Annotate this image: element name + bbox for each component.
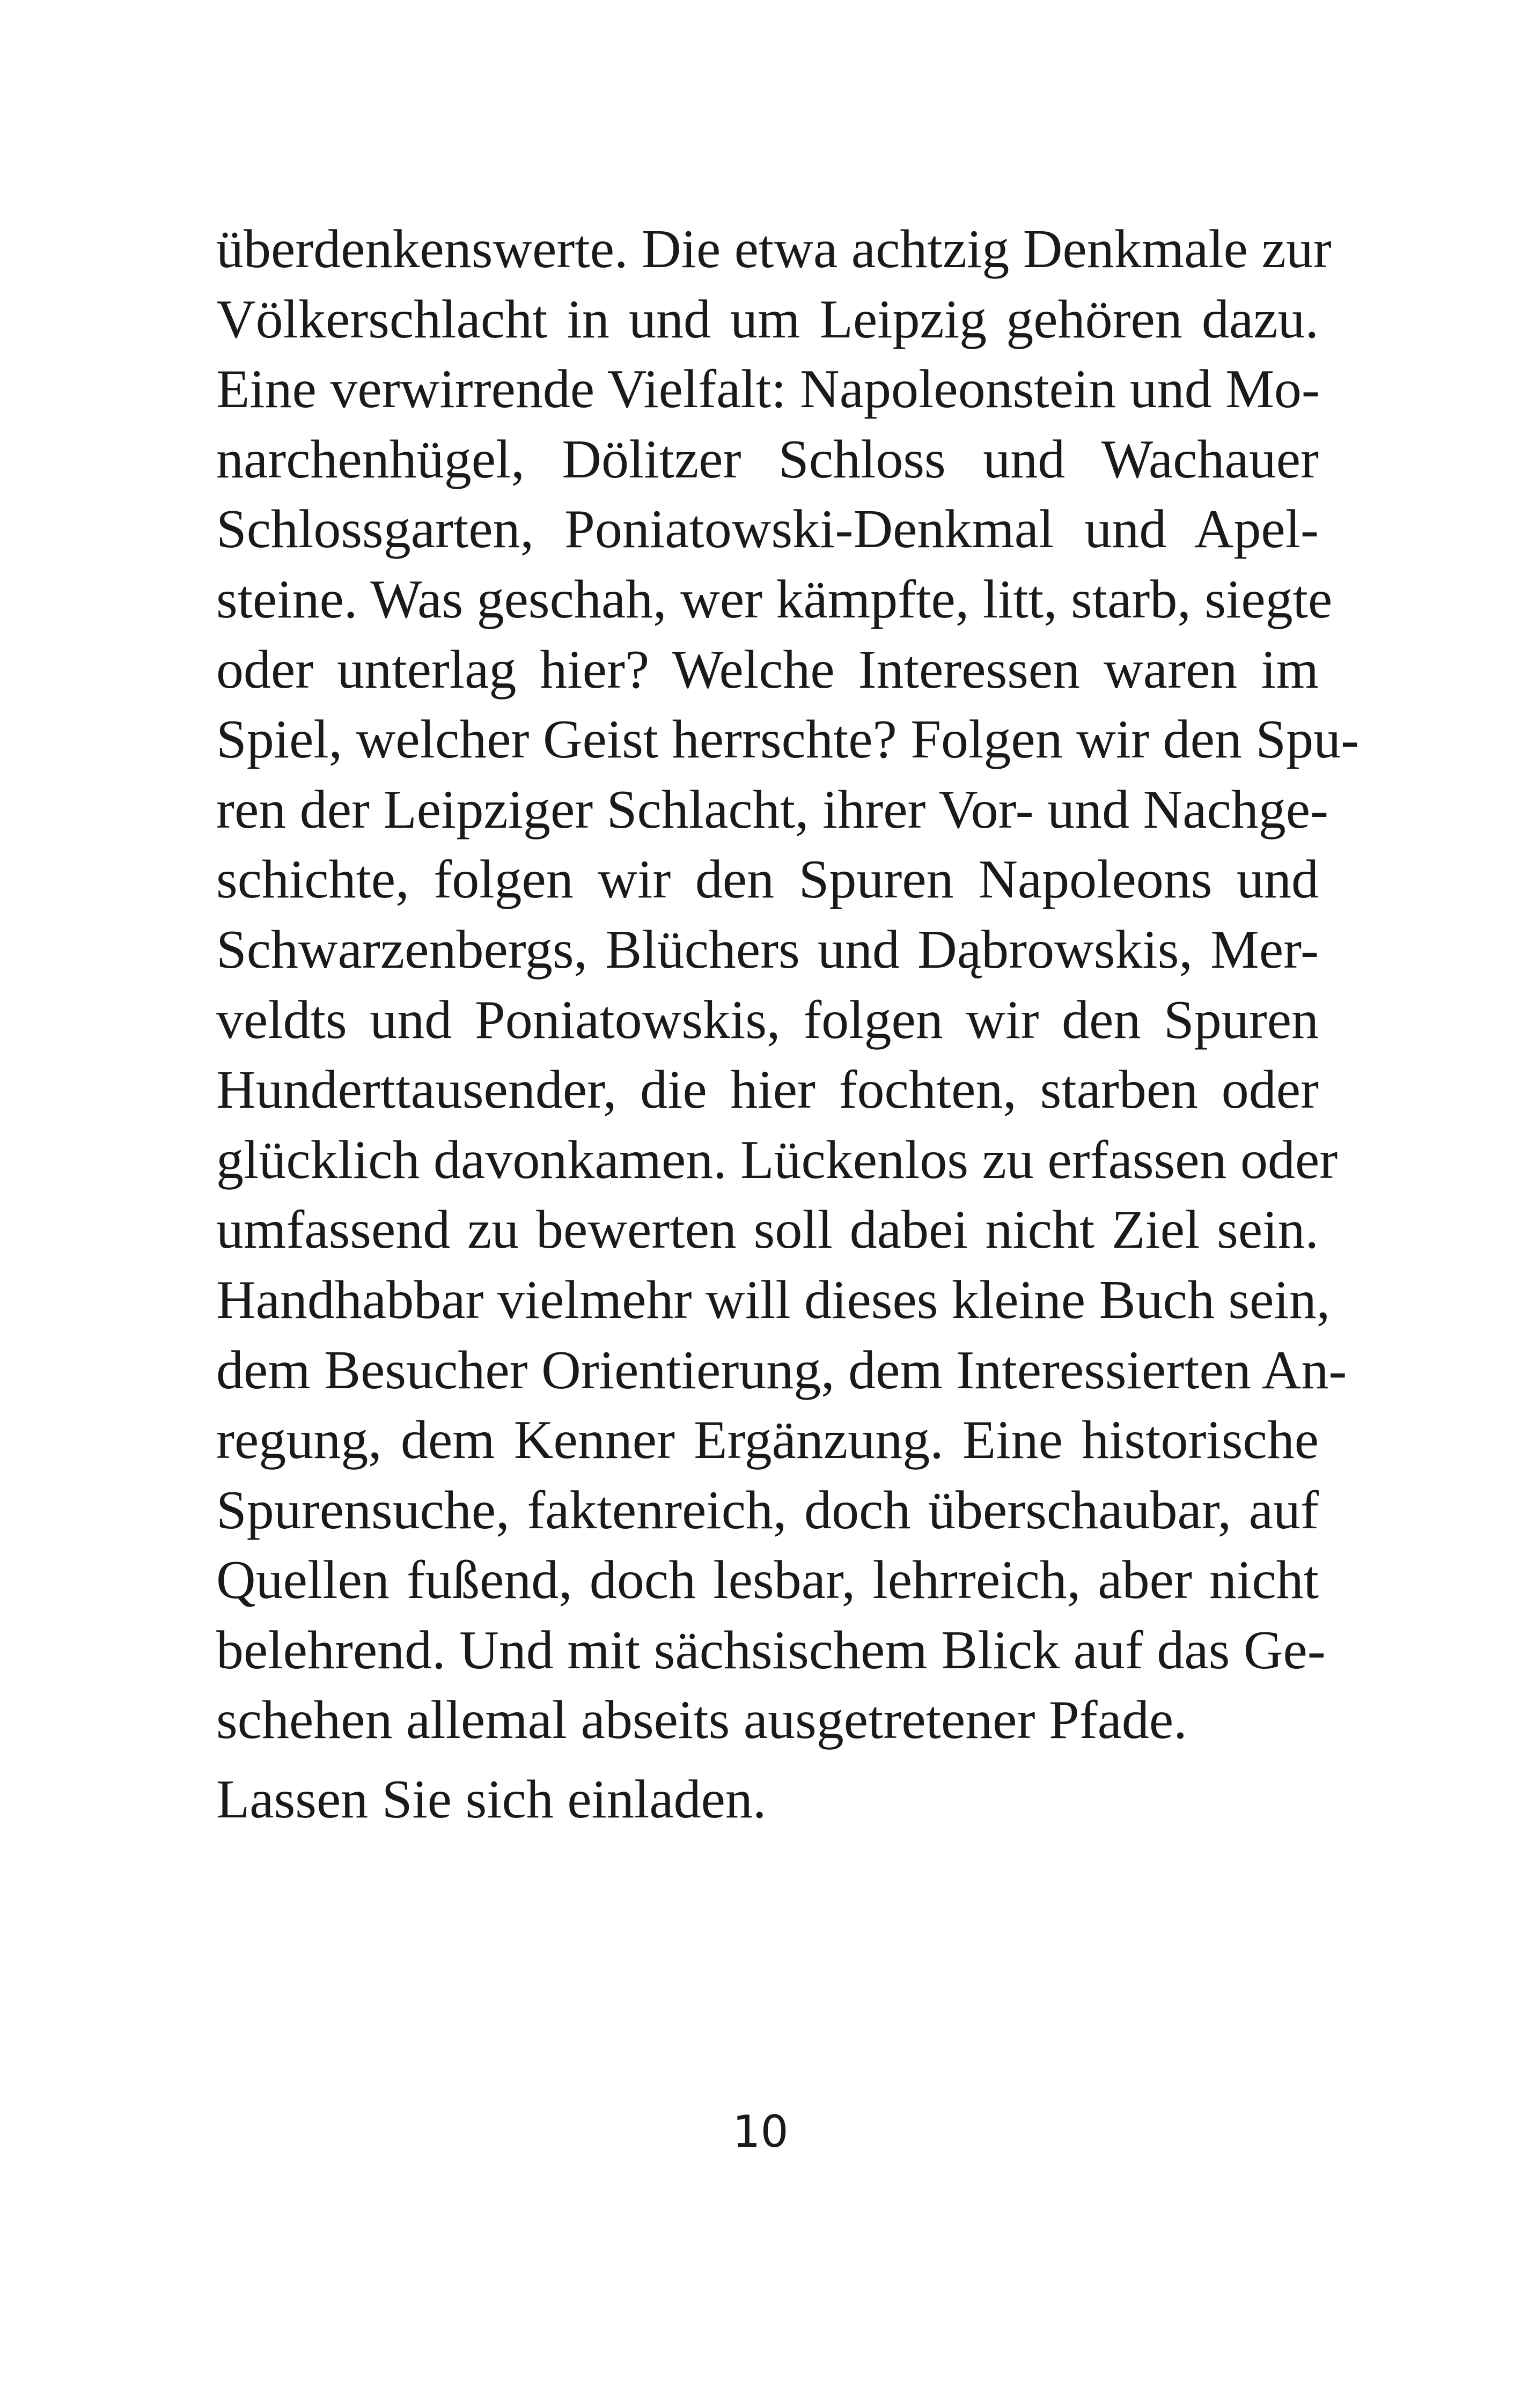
text-line: ren der Leipziger Schlacht, ihrer Vor- und Nachge- [216, 779, 1329, 840]
text-line: steine. Was geschah, wer kämpfte, litt, starb, siegte [216, 569, 1333, 630]
text-line: Schwarzenbergs, Blüchers und Dąbrowskis, Mer- [216, 919, 1319, 980]
text-line: Spurensuche, faktenreich, doch überschaubar, auf [216, 1479, 1319, 1541]
body-paragraph [216, 215, 1360, 1756]
text-line: veldts und Poniatowskis, folgen wir den Spuren [216, 989, 1319, 1050]
text-line: überdenkenswerte. Die etwa achtzig Denkmale zur [216, 219, 1332, 279]
text-line: narchenhügel, Dölitzer Schloss und Wachauer [216, 429, 1319, 490]
text-line: dem Besucher Orientierung, dem Interessierten An- [216, 1339, 1347, 1401]
text-line: oder unterlag hier? Welche Interessen waren im [216, 639, 1319, 700]
text-line: Schlossgarten, Poniatowski-Denkmal und Apel- [216, 499, 1319, 560]
text-line: Völkerschlacht in und um Leipzig gehören dazu. [216, 289, 1319, 350]
text-line: regung, dem Kenner Ergänzung. Eine historische [216, 1410, 1319, 1471]
text-line: Eine verwirrende Vielfalt: Napoleonstein und Mo- [216, 359, 1320, 420]
text-line: belehrend. Und mit sächsischem Blick auf das Ge- [216, 1619, 1326, 1681]
text-line: schichte, folgen wir den Spuren Napoleons und [216, 849, 1319, 910]
text-line: Quellen fußend, doch lesbar, lehrreich, aber nicht [216, 1550, 1319, 1611]
closing-paragraph: Lassen Sie sich einladen. [216, 1769, 767, 1830]
text-line: glücklich davonkamen. Lückenlos zu erfassen oder [216, 1129, 1338, 1190]
text-line: umfassend zu bewerten soll dabei nicht Ziel sein. [216, 1199, 1319, 1261]
text-line: Handhabbar vielmehr will dieses kleine Buch sein, [216, 1269, 1331, 1330]
text-line: schehen allemal abseits ausgetretener Pfade. [216, 1690, 1187, 1751]
page-number: 10 [732, 2107, 789, 2157]
text-line: Hunderttausender, die hier fochten, starben oder [216, 1059, 1319, 1121]
text-line: Spiel, welcher Geist herrschte? Folgen wir den Spu- [216, 709, 1360, 770]
